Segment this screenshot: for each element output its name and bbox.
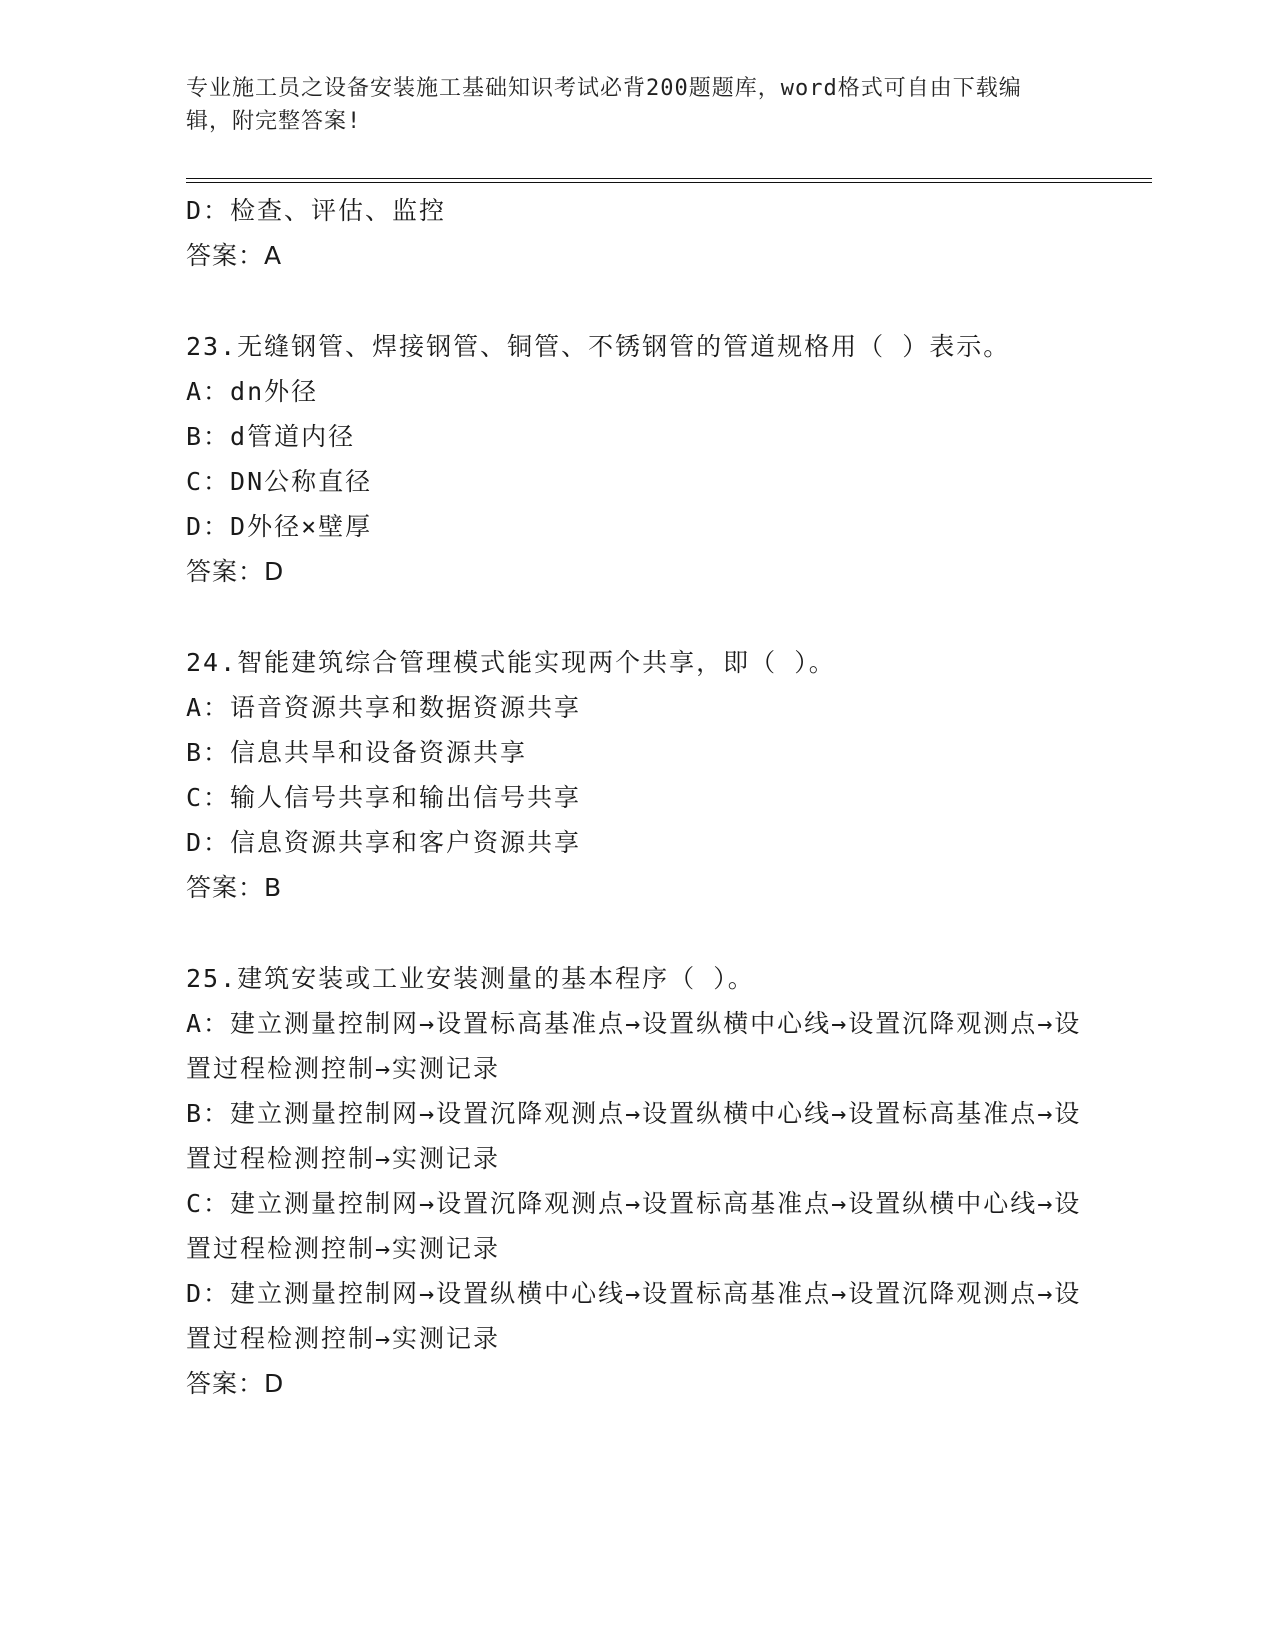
option-d: D：检查、评估、监控 bbox=[186, 196, 447, 225]
option-c: C：输人信号共享和输出信号共享 bbox=[186, 783, 582, 812]
option-b: B：d管道内径 bbox=[186, 422, 356, 451]
option-d: D：建立测量控制网→设置纵横中心线→设置标高基准点→设置沉降观测点→设置过程检测控制→实测记录 bbox=[186, 1279, 1082, 1353]
option-c: C：建立测量控制网→设置沉降观测点→设置标高基准点→设置纵横中心线→设置过程检测控制→实测记录 bbox=[186, 1189, 1082, 1263]
spacer bbox=[186, 910, 1086, 956]
option-d: D：D外径×壁厚 bbox=[186, 512, 373, 541]
option-c: C：DN公称直径 bbox=[186, 467, 373, 496]
header-rule-top bbox=[186, 178, 1152, 179]
answer: 答案：D bbox=[186, 1369, 285, 1398]
option-a: A：建立测量控制网→设置标高基准点→设置纵横中心线→设置沉降观测点→设置过程检测控制→实测记录 bbox=[186, 1009, 1082, 1083]
question-24 bbox=[186, 640, 1086, 910]
answer: 答案：D bbox=[186, 557, 285, 586]
option-a: A：语音资源共享和数据资源共享 bbox=[186, 693, 582, 722]
option-b: B：建立测量控制网→设置沉降观测点→设置纵横中心线→设置标高基准点→设置过程检测控制→实测记录 bbox=[186, 1099, 1082, 1173]
question-23 bbox=[186, 324, 1086, 594]
option-a: A：dn外径 bbox=[186, 377, 319, 406]
question-25 bbox=[186, 956, 1086, 1406]
header-rule-bottom bbox=[186, 182, 1152, 183]
question-content bbox=[186, 188, 1086, 1406]
question-stem: 24.智能建筑综合管理模式能实现两个共享，即（ ）。 bbox=[186, 648, 836, 677]
answer: 答案：A bbox=[186, 241, 283, 270]
question-stem: 23.无缝钢管、焊接钢管、铜管、不锈钢管的管道规格用（ ）表示。 bbox=[186, 332, 1011, 361]
option-d: D：信息资源共享和客户资源共享 bbox=[186, 828, 582, 857]
question-stem: 25.建筑安装或工业安装测量的基本程序（ ）。 bbox=[186, 964, 755, 993]
answer: 答案：B bbox=[186, 873, 283, 902]
spacer bbox=[186, 594, 1086, 640]
document-header: 专业施工员之设备安装施工基础知识考试必背200题题库，word格式可自由下载编辑，附完整答案! bbox=[186, 76, 1022, 134]
option-b: B：信息共旱和设备资源共享 bbox=[186, 738, 528, 767]
spacer bbox=[186, 278, 1086, 324]
